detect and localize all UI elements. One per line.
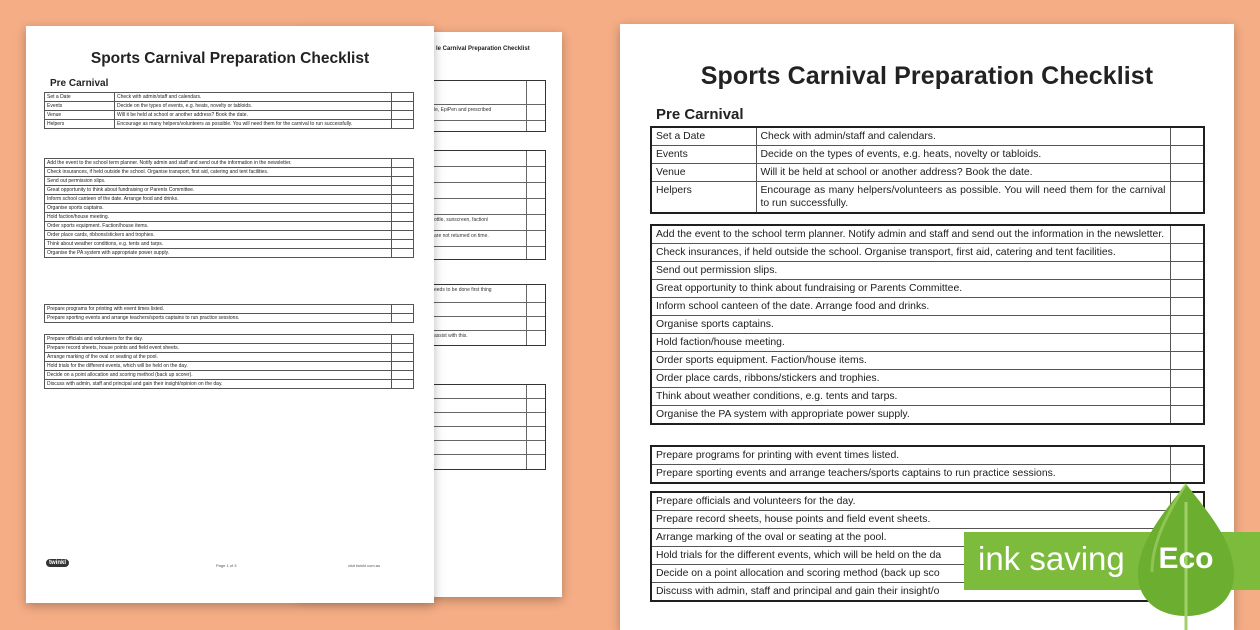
back-snippet: are not returned on time. [434,233,489,239]
ink-saving-label: ink saving [978,540,1125,577]
table-row [45,371,414,380]
row-text: Decide on a point allocation and scoring method (back up scorer). [45,371,392,380]
table-row [651,182,1204,214]
twinkl-logo: twinkl [46,559,69,567]
checkbox-cell[interactable] [392,305,414,314]
checkbox-cell[interactable] [392,371,414,380]
row-text: Hold faction/house meeting. [45,213,392,222]
row-text: Hold faction/house meeting. [651,334,1170,352]
checkbox-cell[interactable] [392,249,414,258]
checkbox-cell[interactable] [392,168,414,177]
table-programs [650,445,1205,484]
table-row [45,195,414,204]
row-text: Organise the PA system with appropriate power supply. [45,249,392,258]
table-row [45,240,414,249]
row-text: Decide on a point allocation and scoring method (back up sco [651,565,1170,583]
table-row [651,465,1204,484]
row-text: Prepare record sheets, house points and field event sheets. [651,511,1170,529]
checkbox-cell[interactable] [392,186,414,195]
checkbox-cell[interactable] [1170,127,1204,146]
row-text: Order place cards, ribbons/stickers and trophies. [45,231,392,240]
row-text: Prepare officials and volunteers for the day. [45,335,392,344]
checkbox-cell[interactable] [392,195,414,204]
table-row [45,120,414,129]
row-text: Check insurances, if held outside the school. Organise transport, first aid, catering and tent facilities. [45,168,392,177]
checkbox-cell[interactable] [392,177,414,186]
checkbox-cell[interactable] [392,240,414,249]
checkbox-cell[interactable] [392,111,414,120]
table-row [45,204,414,213]
row-text: Prepare sporting events and arrange teachers/sports captains to run practice sessions. [651,465,1170,484]
row-label: Helpers [651,182,756,214]
small-table-officials [44,334,414,389]
back-table-3 [430,284,546,346]
small-page-preview [26,26,434,603]
row-text: Prepare officials and volunteers for the day. [651,492,1170,511]
back-page-title: le Carnival Preparation Checklist [436,46,530,52]
back-snippet: assist with this. [434,333,468,339]
checkbox-cell[interactable] [1170,370,1204,388]
back-table-1 [430,80,546,132]
table-row [45,111,414,120]
table-row [45,344,414,353]
table-row [45,93,414,102]
table-row [45,186,414,195]
row-text: Check with admin/staff and calendars. [756,127,1170,146]
back-snippet: eeds to be done first thing [434,287,492,293]
back-snippet: le, EpiPen and prescribed [434,107,492,113]
table-row [45,159,414,168]
checkbox-cell[interactable] [1170,316,1204,334]
checkbox-cell[interactable] [1170,280,1204,298]
checkbox-cell[interactable] [392,93,414,102]
row-text: Great opportunity to think about fundraising or Parents Committee. [45,186,392,195]
row-text: Arrange marking of the oval or seating at the pool. [651,529,1170,547]
checkbox-cell[interactable] [392,344,414,353]
table-row [651,316,1204,334]
row-text: Order sports equipment. Faction/house items. [45,222,392,231]
table-row [45,177,414,186]
table-row [45,102,414,111]
row-text: Encourage as many helpers/volunteers as possible. You will need them for the carnival to run successfully. [756,182,1170,214]
checkbox-cell[interactable] [1170,225,1204,244]
checkbox-cell[interactable] [392,335,414,344]
checkbox-cell[interactable] [1170,446,1204,465]
row-text: Decide on the types of events, e.g. heats, novelty or tabloids. [756,146,1170,164]
back-snippet: ottle, sunscreen, faction/ [434,217,489,223]
checkbox-cell[interactable] [392,231,414,240]
table-row [651,298,1204,316]
row-text: Add the event to the school term planner. Notify admin and staff and send out the information in the newsletter. [45,159,392,168]
checkbox-cell[interactable] [1170,352,1204,370]
table-row [45,362,414,371]
checkbox-cell[interactable] [1170,182,1204,214]
back-table-4 [430,384,546,470]
checkbox-cell[interactable] [1170,262,1204,280]
small-section-heading: Pre Carnival [50,78,109,89]
row-text: Send out permission slips. [651,262,1170,280]
table-row [651,388,1204,406]
eco-label: Eco [1158,542,1214,575]
row-text: Think about weather conditions, e.g. tents and tarps. [651,388,1170,406]
checkbox-cell[interactable] [392,102,414,111]
table-row [651,446,1204,465]
small-table-basics [44,92,414,129]
row-label: Events [651,146,756,164]
section-heading: Pre Carnival [656,106,744,123]
table-row [651,352,1204,370]
table-row [651,225,1204,244]
footer-url: visit twinkl.com.au [348,563,381,568]
table-row [45,213,414,222]
table-row [651,244,1204,262]
checkbox-cell[interactable] [1170,406,1204,425]
row-text: Organise sports captains. [45,204,392,213]
row-text: Hold trials for the different events, which will be held on the da [651,547,1170,565]
row-text: Check with admin/staff and calendars. [115,93,392,102]
table-row [651,492,1204,511]
row-text: Organise sports captains. [651,316,1170,334]
page-title: Sports Carnival Preparation Checklist [700,62,1154,90]
checkbox-cell[interactable] [392,213,414,222]
checkbox-cell[interactable] [392,159,414,168]
row-text: Organise the PA system with appropriate power supply. [651,406,1170,425]
table-row [651,406,1204,425]
row-label: Helpers [45,120,115,129]
row-text: Check insurances, if held outside the school. Organise transport, first aid, catering and tent facilities. [651,244,1170,262]
row-text: Prepare programs for printing with event times listed. [45,305,392,314]
table-row [45,335,414,344]
table-row [45,168,414,177]
row-label: Set a Date [45,93,115,102]
table-row [45,314,414,323]
checkbox-cell[interactable] [392,353,414,362]
table-row [45,249,414,258]
row-text: Think about weather conditions, e.g. tents and tarps. [45,240,392,249]
row-text: Prepare record sheets, house points and field event sheets. [45,344,392,353]
table-basics [650,126,1205,214]
table-row [651,146,1204,164]
checkbox-cell[interactable] [392,222,414,231]
row-text: Discuss with admin, staff and principal and gain their insight/opinion on the day. [45,380,392,389]
row-text: Inform school canteen of the date. Arrange food and drinks. [651,298,1170,316]
row-label: Events [45,102,115,111]
table-row [45,231,414,240]
row-text: Prepare sporting events and arrange teachers/sports captains to run practice sessions. [45,314,392,323]
table-row [651,262,1204,280]
row-text: Will it be held at school or another address? Book the date. [115,111,392,120]
checkbox-cell[interactable] [392,362,414,371]
row-text: Will it be held at school or another address? Book the date. [756,164,1170,182]
row-text: Great opportunity to think about fundraising or Parents Committee. [651,280,1170,298]
checkbox-cell[interactable] [1170,164,1204,182]
checkbox-cell[interactable] [1170,146,1204,164]
row-text: Discuss with admin, staff and principal and gain their insight/o [651,583,1170,602]
row-text: Send out permission slips. [45,177,392,186]
table-row [651,280,1204,298]
row-label: Venue [45,111,115,120]
row-label: Venue [651,164,756,182]
table-planning [650,224,1205,425]
checkbox-cell[interactable] [1170,244,1204,262]
table-row [651,127,1204,146]
row-text: Encourage as many helpers/volunteers as possible. You will need them for the carnival to run successfully. [115,120,392,129]
checkbox-cell[interactable] [1170,388,1204,406]
checkbox-cell[interactable] [1170,465,1204,484]
table-row [651,370,1204,388]
row-text: Decide on the types of events, e.g. heats, novelty or tabloids. [115,102,392,111]
row-text: Inform school canteen of the date. Arrange food and drinks. [45,195,392,204]
table-row [45,305,414,314]
row-text: Prepare programs for printing with event times listed. [651,446,1170,465]
row-label: Set a Date [651,127,756,146]
row-text: Add the event to the school term planner. Notify admin and staff and send out the information in the newsletter. [651,225,1170,244]
checkbox-cell[interactable] [392,120,414,129]
row-text: Order sports equipment. Faction/house items. [651,352,1170,370]
eco-leaf-icon [1138,482,1248,630]
table-row [45,380,414,389]
small-table-programs [44,304,414,323]
checkbox-cell[interactable] [1170,298,1204,316]
table-row [651,334,1204,352]
small-table-planning [44,158,414,258]
row-text: Order place cards, ribbons/stickers and trophies. [651,370,1170,388]
table-row [651,164,1204,182]
row-text: Arrange marking of the oval or seating at the pool. [45,353,392,362]
table-row [45,222,414,231]
table-row [45,353,414,362]
back-table-2 [430,150,546,260]
page-number: Page 1 of 3 [216,563,237,568]
small-page-title: Sports Carnival Preparation Checklist [90,50,370,67]
row-text: Hold trials for the different events, which will be held on the day. [45,362,392,371]
checkbox-cell[interactable] [1170,334,1204,352]
checkbox-cell[interactable] [392,314,414,323]
checkbox-cell[interactable] [392,380,414,389]
checkbox-cell[interactable] [392,204,414,213]
